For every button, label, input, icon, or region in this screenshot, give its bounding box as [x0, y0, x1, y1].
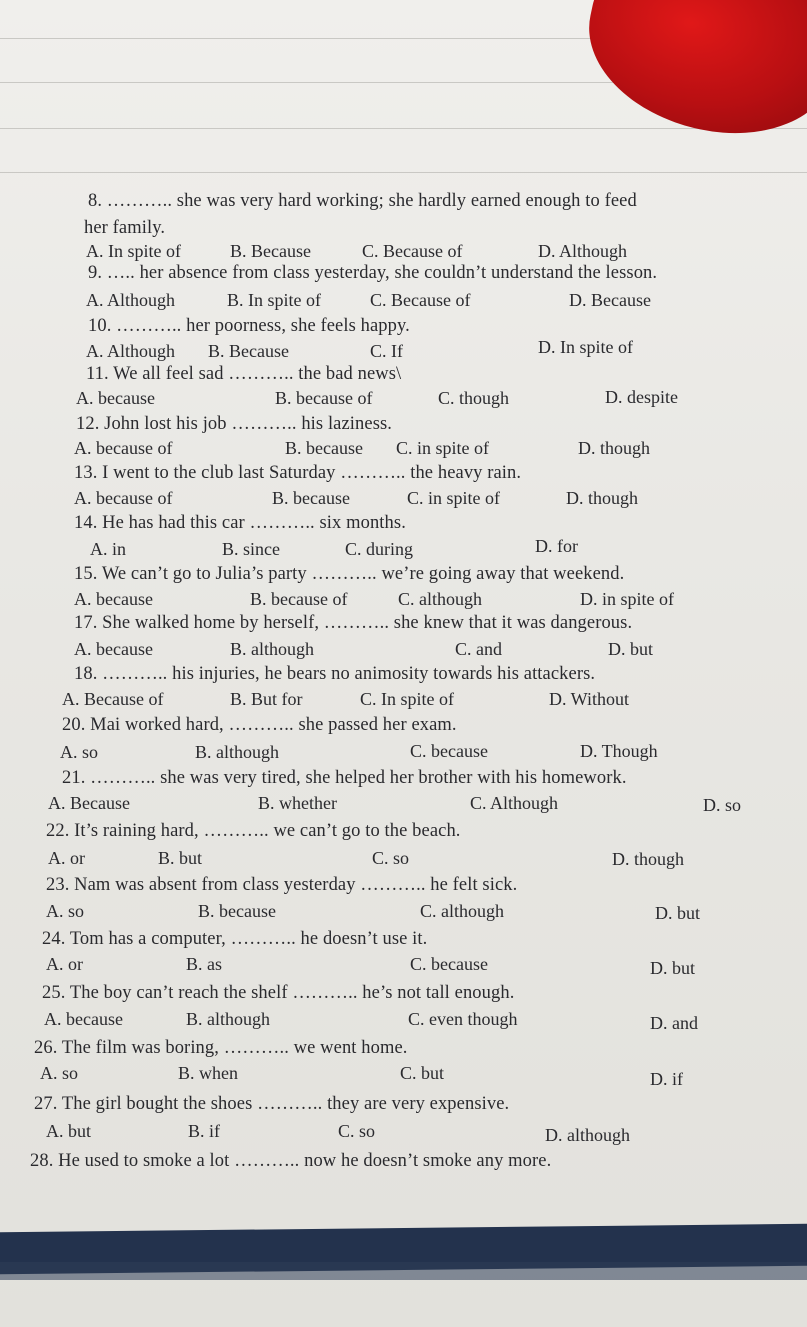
question-17: 17. She walked home by herself, ……….. she knew that it was dangerous. — [74, 613, 633, 633]
option-c[interactable]: C. Because of — [362, 241, 463, 261]
option-a[interactable]: A. Because of — [62, 689, 164, 709]
question-26: 26. The film was boring, ……….. we went home. — [34, 1038, 408, 1058]
option-a[interactable]: A. because of — [74, 488, 173, 508]
option-c[interactable]: C. even though — [408, 1009, 518, 1029]
option-d[interactable]: D. and — [650, 1013, 698, 1033]
question-9: 9. ….. her absence from class yesterday, she couldn’t understand the lesson. — [88, 263, 658, 283]
option-c[interactable]: C. although — [398, 589, 482, 609]
option-c[interactable]: C. during — [345, 539, 414, 559]
option-b[interactable]: B. although — [186, 1009, 270, 1029]
option-b[interactable]: B. because — [198, 901, 276, 921]
option-a[interactable]: A. In spite of — [86, 241, 181, 261]
option-b[interactable]: B. In spite of — [227, 290, 321, 310]
question-28: 28. He used to smoke a lot ……….. now he doesn’t smoke any more. — [30, 1151, 552, 1171]
option-b[interactable]: B. as — [186, 954, 222, 974]
question-11: 11. We all feel sad ……….. the bad news\ — [86, 364, 402, 384]
option-b[interactable]: B. if — [188, 1121, 221, 1141]
option-d[interactable]: D. but — [608, 639, 653, 659]
question-20: 20. Mai worked hard, ……….. she passed her exam. — [62, 715, 457, 735]
question-15: 15. We can’t go to Julia’s party ……….. we’re going away that weekend. — [74, 564, 625, 584]
option-d[interactable]: D. Without — [549, 689, 629, 709]
option-d[interactable]: D. if — [650, 1069, 683, 1089]
option-c[interactable]: C. so — [338, 1121, 376, 1141]
question-25: 25. The boy can’t reach the shelf ……….. he’s not tall enough. — [42, 983, 515, 1003]
option-a[interactable]: A. so — [60, 742, 99, 762]
question-10: 10. ……….. her poorness, she feels happy. — [88, 316, 410, 336]
option-c[interactable]: C. because — [410, 954, 488, 974]
option-b[interactable]: B. because of — [275, 388, 373, 408]
option-c[interactable]: C. Because of — [370, 290, 471, 310]
option-b[interactable]: B. because — [285, 438, 363, 458]
option-b[interactable]: B. whether — [258, 793, 337, 813]
option-c[interactable]: C. because — [410, 741, 488, 761]
option-d[interactable]: D. but — [650, 958, 695, 978]
option-a[interactable]: A. Although — [86, 341, 176, 361]
question-18: 18. ……….. his injuries, he bears no animosity towards his attackers. — [74, 664, 596, 684]
option-d[interactable]: D. In spite of — [538, 337, 633, 357]
option-d[interactable]: D. Although — [538, 241, 628, 261]
option-d[interactable]: D. Because — [569, 290, 651, 310]
option-a[interactable]: A. because — [44, 1009, 123, 1029]
question-21: 21. ……….. she was very tired, she helped her brother with his homework. — [62, 768, 627, 788]
option-b[interactable]: B. although — [195, 742, 279, 762]
option-a[interactable]: A. because — [76, 388, 155, 408]
question-27: 27. The girl bought the shoes ……….. they are very expensive. — [34, 1094, 510, 1114]
option-a[interactable]: A. so — [40, 1063, 79, 1083]
option-b[interactable]: B. because — [272, 488, 350, 508]
option-d[interactable]: D. for — [535, 536, 578, 556]
option-d[interactable]: D. despite — [605, 387, 678, 407]
option-a[interactable]: A. because — [74, 589, 153, 609]
option-a[interactable]: A. but — [46, 1121, 91, 1141]
option-c[interactable]: C. although — [420, 901, 504, 921]
option-c[interactable]: C. and — [455, 639, 502, 659]
option-d[interactable]: D. though — [578, 438, 650, 458]
option-c[interactable]: C. so — [372, 848, 410, 868]
question-12: 12. John lost his job ……….. his laziness. — [76, 414, 393, 434]
option-b[interactable]: B. when — [178, 1063, 238, 1083]
question-22: 22. It’s raining hard, ……….. we can’t go to the beach. — [46, 821, 461, 841]
option-c[interactable]: C. though — [438, 388, 510, 408]
option-c[interactable]: C. in spite of — [396, 438, 489, 458]
option-a[interactable]: A. or — [46, 954, 83, 974]
option-d[interactable]: D. though — [612, 849, 684, 869]
option-c[interactable]: C. Although — [470, 793, 559, 813]
question-8: 8. ……….. she was very hard working; she hardly earned enough to feed — [88, 191, 637, 211]
question-14: 14. He has had this car ……….. six months. — [74, 513, 406, 533]
option-b[interactable]: B. since — [222, 539, 280, 559]
option-a[interactable]: A. Although — [86, 290, 176, 310]
option-d[interactable]: D. Though — [580, 741, 658, 761]
option-b[interactable]: B. Because — [230, 241, 311, 261]
option-b[interactable]: B. but — [158, 848, 203, 868]
blue-stripe-shadow — [0, 1262, 807, 1280]
option-d[interactable]: D. in spite of — [580, 589, 674, 609]
option-a[interactable]: A. Because — [48, 793, 130, 813]
option-a[interactable]: A. or — [48, 848, 85, 868]
option-a[interactable]: A. in — [90, 539, 126, 559]
option-d[interactable]: D. so — [703, 795, 742, 815]
option-b[interactable]: B. because of — [250, 589, 348, 609]
question-13: 13. I went to the club last Saturday ……….. the heavy rain. — [74, 463, 522, 483]
option-c[interactable]: C. but — [400, 1063, 445, 1083]
option-a[interactable]: A. so — [46, 901, 85, 921]
option-c[interactable]: C. If — [370, 341, 403, 361]
option-b[interactable]: B. But for — [230, 689, 303, 709]
option-c[interactable]: C. In spite of — [360, 689, 454, 709]
question-24: 24. Tom has a computer, ……….. he doesn’t use it. — [42, 929, 428, 949]
option-d[interactable]: D. but — [655, 903, 700, 923]
option-d[interactable]: D. although — [545, 1125, 630, 1145]
option-a[interactable]: A. because of — [74, 438, 173, 458]
option-d[interactable]: D. though — [566, 488, 638, 508]
question-8-cont: her family. — [84, 218, 166, 238]
option-a[interactable]: A. because — [74, 639, 153, 659]
option-b[interactable]: B. although — [230, 639, 314, 659]
option-b[interactable]: B. Because — [208, 341, 289, 361]
question-23: 23. Nam was absent from class yesterday ……….. he felt sick. — [46, 875, 518, 895]
option-c[interactable]: C. in spite of — [407, 488, 500, 508]
